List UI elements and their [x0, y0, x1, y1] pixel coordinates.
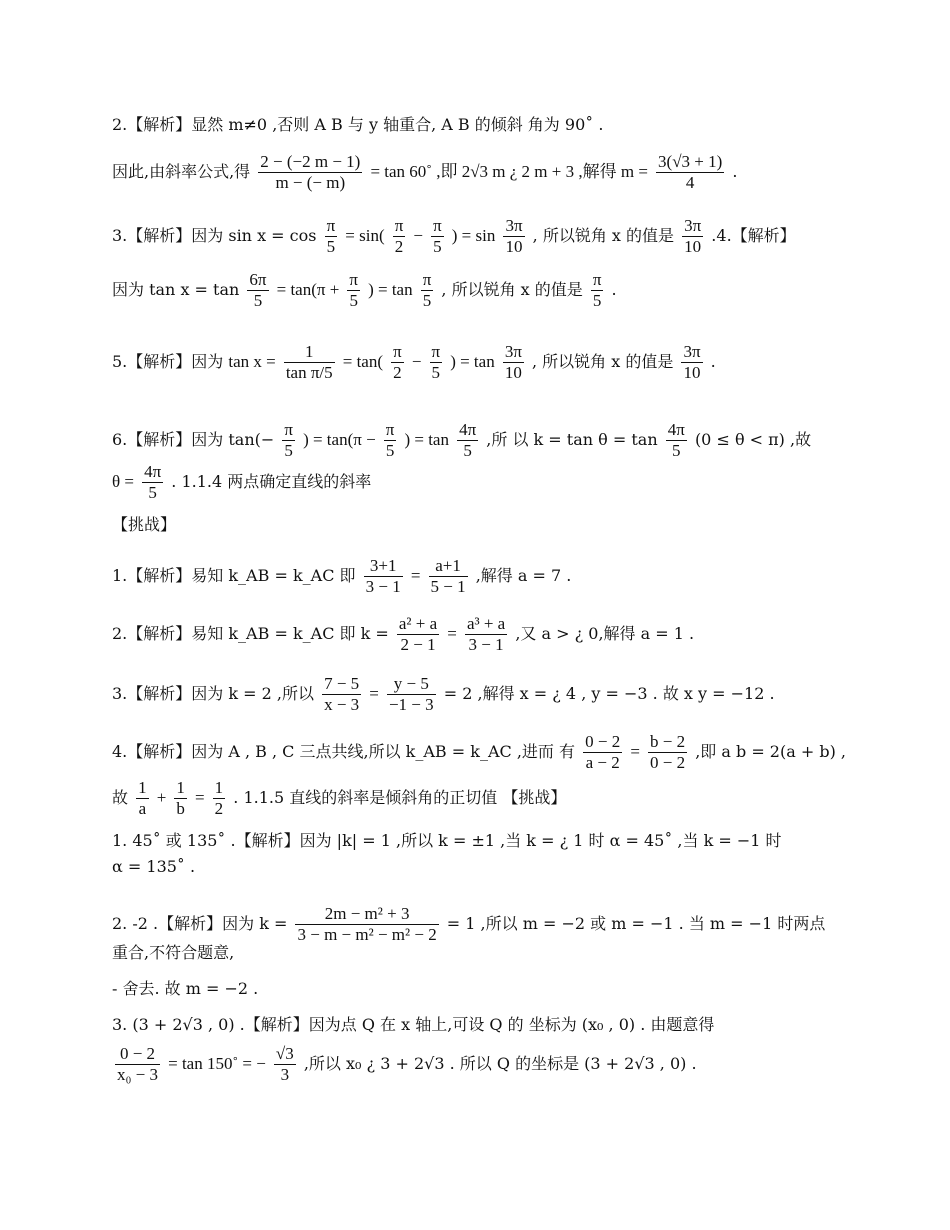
fraction: $\frac{3\pi}{10}$ [683, 342, 701, 382]
fraction: $\frac{\pi}{2}$ [393, 342, 402, 382]
fraction: $\frac{a+1}{5 - 1}$ [430, 556, 466, 596]
fraction: $\frac{\text{a³ + a}}{3 - 1}$ [466, 614, 506, 654]
fraction: $\frac{\pi}{5}$ [433, 216, 442, 256]
solution-line-3: 3.【解析】因为 sin x = cos $\frac{\pi}{5}$ = sin( $\frac{\pi}{2}$ − $\frac{\pi}{5}$ ) = sin $\frac{3\pi}{10}$ , 所以锐角 x 的值是 $\frac{3\pi}{10}$ .4.【解析】 [112, 216, 796, 256]
answer-line-5: - 舍去. 故 m = −2 . [112, 979, 259, 998]
fraction: $\frac{3+1}{3 - 1}$ [365, 556, 401, 596]
answer-line-1: 1. 45˚ 或 135˚ .【解析】因为 |k| = 1 ,所以 k = ±1 ,当 k = ¿ 1 时 α = 45˚ ,当 k = −1 时 [112, 831, 782, 850]
fraction: $\frac{\pi}{2}$ [394, 216, 404, 256]
fraction: $\frac{\text{a² + a}}{2 - 1}$ [398, 614, 438, 654]
fraction: $\frac{3\pi}{10}$ [505, 216, 523, 256]
answer-line-4: 重合,不符合题意, [112, 943, 235, 962]
fraction: $\frac{4\pi}{5}$ [459, 420, 477, 460]
challenge-line-4: 4.【解析】因为 A , B , C 三点共线,所以 k_AB = k_AC ,进而 有 $\frac{0 - 2}{a - 2}$ = $\frac{b - 2}{0 - 2}$ ,即 a b = 2(a + b) , [112, 732, 847, 772]
fraction: $\frac{1}{b}$ [176, 778, 185, 818]
fraction: $\frac{\pi}{5}$ [592, 270, 602, 310]
fraction: $\frac{0 - 2}{\text{x₀ − 3}}$ [117, 1044, 159, 1084]
fraction: $\frac{3\pi}{10}$ [684, 216, 702, 256]
solution-line-7: θ = $\frac{4\pi}{5}$ . 1.1.4 两点确定直线的斜率 [112, 462, 372, 502]
solution-line-4: 因为 tan x = tan $\frac{6\pi}{5}$ = tan(π + $\frac{\pi}{5}$ ) = tan $\frac{\pi}{5}$ , 所以锐角 x 的值是 $\frac{\pi}{5}$ . [112, 270, 617, 310]
fraction: $\frac{2 - (-2 m - 1)}{m - (- m)}$ [260, 152, 361, 192]
fraction: $\frac{\pi}{5}$ [284, 420, 293, 460]
fraction: $\frac{7 - 5}{x - 3}$ [324, 674, 360, 714]
fraction: $\frac{3(√3 + 1)}{4}$ [658, 152, 723, 192]
fraction: $\frac{1}{a}$ [138, 778, 147, 818]
fraction: $\frac{0 - 2}{a - 2}$ [585, 732, 621, 772]
challenge-line-3: 3.【解析】因为 k = 2 ,所以 $\frac{7 - 5}{x - 3}$ = $\frac{y - 5}{-1 - 3}$ = 2 ,解得 x = ¿ 4 , y = −3 . 故 x y = −12 . [112, 674, 775, 714]
solution-line-5: 5.【解析】因为 tan x = $\frac{1}{\text{tan π/5}}$ = tan( $\frac{\pi}{2}$ − $\frac{\pi}{5}$ ) = tan $\frac{3\pi}{10}$ , 所以锐角 x 的值是 $\frac{3\pi}{10}$ . [112, 342, 716, 382]
fraction: $\frac{\pi}{5}$ [431, 342, 441, 382]
answer-line-3: 2. -2 .【解析】因为 k = $\frac{\text{2m − m² + 3}}{\text{3 − m − m² − m² − 2}}$ = 1 ,所以 m = −2 或 m = −1 . 当 m = −1 时两点 [112, 904, 826, 944]
answer-line-2: α = 135˚ . [112, 857, 196, 876]
fraction: $\frac{4\pi}{5}$ [144, 462, 162, 502]
challenge-line-1: 1.【解析】易知 k_AB = k_AC 即 $\frac{3+1}{3 - 1}$ = $\frac{a+1}{5 - 1}$ ,解得 a = 7 . [112, 556, 572, 596]
fraction: $\frac{1}{\text{tan π/5}}$ [285, 342, 333, 382]
fraction: $\frac{\pi}{5}$ [385, 420, 395, 460]
fraction: $\frac{\pi}{5}$ [326, 216, 336, 256]
fraction: $\frac{3\pi}{10}$ [504, 342, 522, 382]
solution-line-2: 因此,由斜率公式,得 $\frac{2 - (-2 m - 1)}{m - (- m)}$ = tan 60˚ ,即 2√3 m ¿ 2 m + 3 ,解得 m = $\frac{3(√3 + 1)}{4}$ . [112, 152, 738, 192]
solution-line-6: 6.【解析】因为 tan(− $\frac{\pi}{5}$ ) = tan(π − $\frac{\pi}{5}$ ) = tan $\frac{4\pi}{5}$ ,所 以 k = tan θ = tan $\frac{4\pi}{5}$ (0 ≤ θ < π) ,故 [112, 420, 812, 460]
answer-line-7: $\frac{0 - 2}{\text{x₀ − 3}}$ = tan 150˚ = − $\frac{√3}{3}$ ,所以 x₀ ¿ 3 + 2√3 . 所以 Q 的坐标是 (3 + 2√3 , 0) . [117, 1044, 697, 1084]
fraction: $\frac{\text{2m − m² + 3}}{\text{3 − m − m² − m² − 2}}$ [297, 904, 437, 944]
fraction: $\frac{6\pi}{5}$ [249, 270, 267, 310]
fraction: $\frac{\pi}{5}$ [422, 270, 432, 310]
challenge-line-5: 故 $\frac{1}{a}$ + $\frac{1}{b}$ = $\frac{1}{2}$ . 1.1.5 直线的斜率是倾斜角的正切值 【挑战】 [112, 778, 567, 818]
fraction: $\frac{\pi}{5}$ [349, 270, 358, 310]
fraction: $\frac{y - 5}{-1 - 3}$ [388, 674, 434, 714]
section-heading: 【挑战】 [112, 515, 177, 534]
answer-line-6: 3. (3 + 2√3 , 0) .【解析】因为点 Q 在 x 轴上,可设 Q 的 坐标为 (x₀ , 0) . 由题意得 [112, 1015, 715, 1034]
challenge-line-2: 2.【解析】易知 k_AB = k_AC 即 k = $\frac{\text{a² + a}}{2 - 1}$ = $\frac{\text{a³ + a}}{3 - 1}$ ,又 a > ¿ 0,解得 a = 1 . [112, 614, 695, 654]
fraction: $\frac{b - 2}{0 - 2}$ [650, 732, 686, 772]
solution-line-1: 2.【解析】显然 m≠0 ,否则 A B 与 y 轴重合, A B 的倾斜 角为 90˚ . [112, 115, 604, 134]
fraction: $\frac{4\pi}{5}$ [667, 420, 685, 460]
fraction: $\frac{1}{2}$ [214, 778, 224, 818]
fraction: $\frac{√3}{3}$ [275, 1044, 294, 1084]
